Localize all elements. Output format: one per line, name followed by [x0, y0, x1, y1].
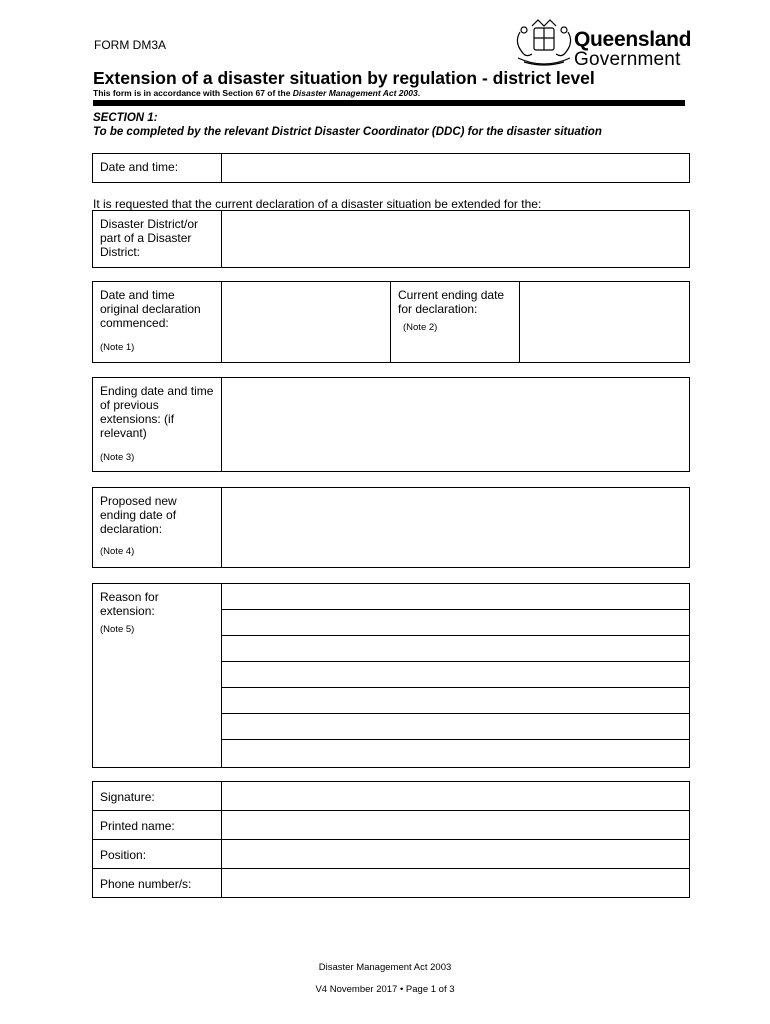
- form-code: FORM DM3A: [94, 38, 166, 52]
- position-label: Position:: [100, 848, 147, 862]
- original-commenced-label: Date and time original declaration commenced:: [100, 288, 201, 330]
- previous-ext-field[interactable]: [222, 378, 690, 472]
- section-heading: SECTION 1:: [93, 112, 158, 124]
- date-time-field[interactable]: [222, 154, 690, 183]
- original-commenced-field[interactable]: [222, 282, 391, 363]
- proposed-ending-table: [92, 487, 690, 568]
- reason-table: [92, 583, 690, 768]
- current-ending-label-cell: [391, 282, 520, 363]
- proposed-label-cell: [93, 488, 222, 568]
- current-ending-label: Current ending date for declaration:: [398, 288, 505, 316]
- subtitle-prefix: This form is in accordance with Section 67 of the: [93, 88, 293, 98]
- phone-label: Phone number/s:: [100, 877, 192, 891]
- signature-table: [92, 781, 690, 898]
- note-2: (Note 2): [403, 322, 438, 333]
- note-4: (Note 4): [100, 546, 135, 557]
- reason-label: Reason for extension:: [100, 590, 159, 618]
- reason-label-cell: [93, 584, 222, 768]
- page-subtitle: [93, 88, 420, 98]
- phone-field[interactable]: [222, 869, 690, 898]
- date-time-label-cell: [93, 154, 222, 183]
- logo-wordmark-line1: Queensland: [574, 28, 692, 51]
- proposed-label: Proposed new ending date of declaration:: [100, 494, 177, 536]
- previous-ext-label-cell: [93, 378, 222, 472]
- title-rule: [93, 100, 685, 106]
- signature-label-cell: [93, 782, 222, 811]
- date-time-label: Date and time:: [100, 160, 179, 174]
- proposed-field[interactable]: [222, 488, 690, 568]
- position-field[interactable]: [222, 840, 690, 869]
- page-title: Extension of a disaster situation by regulation - district level: [93, 68, 595, 88]
- subtitle-act: Disaster Management Act 2003: [292, 88, 418, 98]
- printed-name-label: Printed name:: [100, 819, 175, 833]
- date-time-table: [92, 153, 690, 183]
- section-subheading: To be completed by the relevant District Disaster Coordinator (DDC) for the disaster situation: [93, 126, 602, 138]
- intro-text: It is requested that the current declaration of a disaster situation be extended for the:: [93, 197, 542, 211]
- district-table: [92, 210, 690, 268]
- declaration-dates-table: [92, 281, 690, 363]
- current-ending-field[interactable]: [520, 282, 690, 363]
- note-5: (Note 5): [100, 624, 135, 635]
- reason-line-field[interactable]: [222, 636, 690, 662]
- footer-version: V4 November 2017 • Page 1 of 3: [315, 984, 455, 995]
- position-label-cell: [93, 840, 222, 869]
- phone-label-cell: [93, 869, 222, 898]
- reason-line-field[interactable]: [222, 714, 690, 740]
- reason-line-field[interactable]: [222, 662, 690, 688]
- printed-name-field[interactable]: [222, 811, 690, 840]
- note-1: (Note 1): [100, 342, 135, 353]
- note-3: (Note 3): [100, 452, 135, 463]
- district-label: Disaster District/or part of a Disaster District:: [100, 217, 199, 259]
- printed-name-label-cell: [93, 811, 222, 840]
- original-commenced-label-cell: [93, 282, 222, 363]
- footer-act: Disaster Management Act 2003: [318, 962, 452, 973]
- previous-extensions-table: [92, 377, 690, 472]
- reason-line-field[interactable]: [222, 584, 690, 610]
- reason-line-field[interactable]: [222, 610, 690, 636]
- district-field[interactable]: [222, 211, 690, 268]
- reason-line-field[interactable]: [222, 740, 690, 768]
- previous-ext-label: Ending date and time of previous extensions: (if relevant): [100, 384, 214, 440]
- district-label-cell: [93, 211, 222, 268]
- subtitle-suffix: .: [417, 88, 421, 98]
- signature-label: Signature:: [100, 790, 155, 804]
- logo-wordmark-line2: Government: [574, 49, 681, 70]
- signature-field[interactable]: [222, 782, 690, 811]
- reason-line-field[interactable]: [222, 688, 690, 714]
